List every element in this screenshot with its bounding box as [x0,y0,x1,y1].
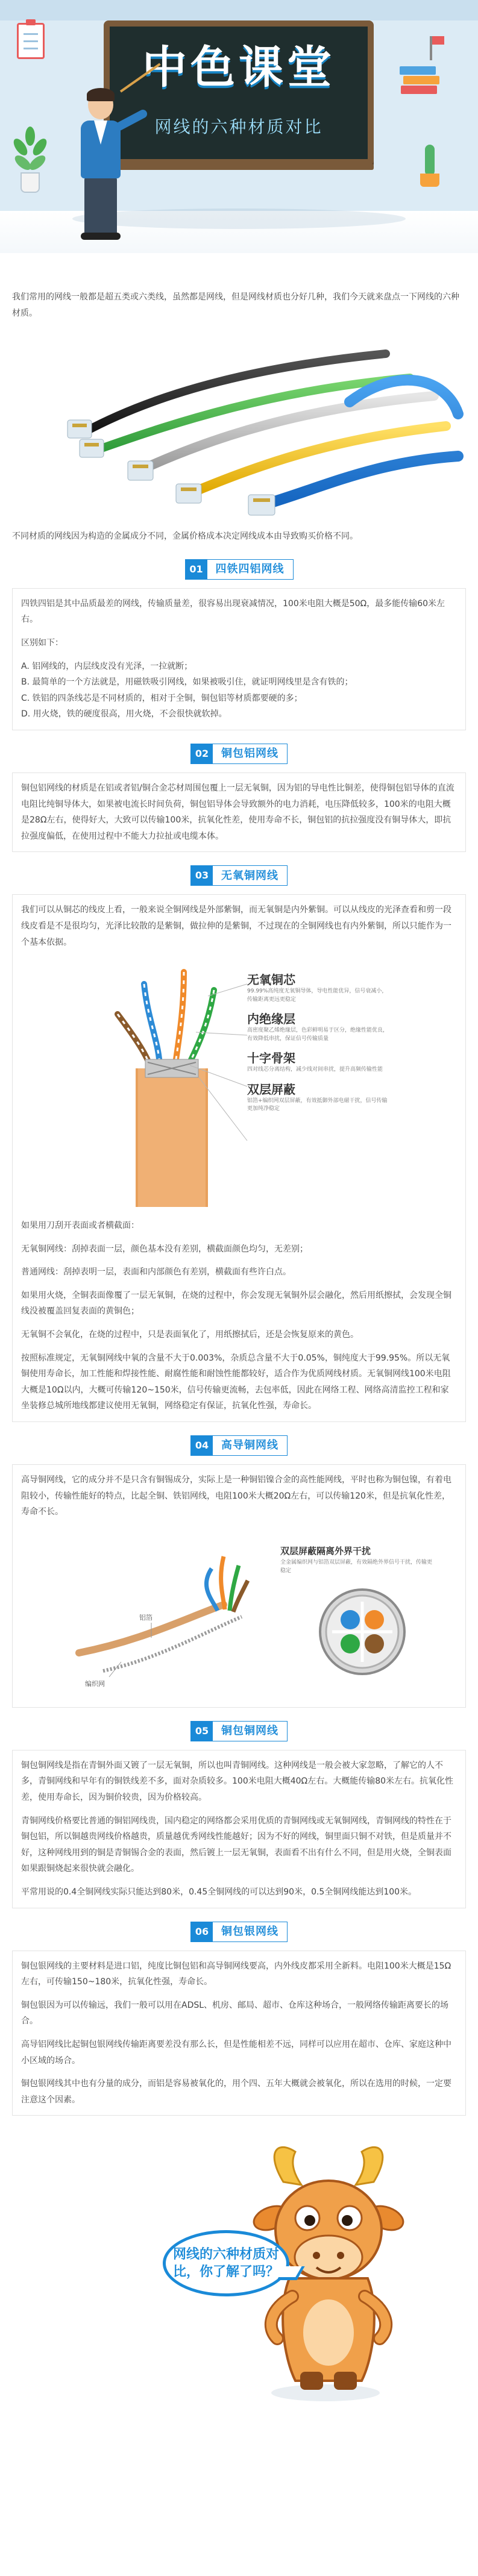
callout-desc: 高密度聚乙烯绝缘层，色彩鲜明易于区分，绝缘性能优良，有效降低串扰，保证信号传输质量 [247,1027,389,1042]
section-number: 01 [186,560,207,579]
section-01-body [12,588,466,730]
section-number: 03 [191,866,213,885]
section-paragraph: 铜包铜网线是指在青铜外面又镀了一层无氧铜，所以也叫青铜网线。这种网线是一般会被大家忽略，了解它的人不多，青铜网线和早年有的铜铁线差不多，面对杂质较多。100米电阻大概40Ω左右。大概能传输80米左右。抗氧化性差，使用寿命长，因为铜价较贵，因为价格较高。 [21,1760,454,1802]
section-badge [190,744,288,764]
shield-diagram [21,1532,457,1689]
section-paragraph: 青铜网线价格要比普通的铜铝网线贵，国内稳定的网络都会采用优质的青铜网线或无氧铜网线，青铜网线的特性在于铜包铝，所以铜越贵网线价格越贵，质量越优秀网线性能越好；因为不好的网线，铜里面只铜不对铁，但是质量并不好，这种网线用到的铜是青铜锡合金的表面，然后镀上一层无氧铜，表面看不出有什么不同，但是用火烧，全铜表面如果跟铜烧起来很快就会融化。 [21,1816,451,1874]
section-paragraph: 无氧铜网线：刮掉表面一层，颜色基本没有差别，横截面颜色均匀，无差别； [21,1244,308,1254]
callout-desc: 铝箔+编织网双层屏蔽，有效抵御外部电磁干扰，信号传输更加纯净稳定 [247,1097,388,1112]
section-title: 四铁四铝网线 [215,563,285,576]
callout-title: 双层屏蔽 [247,1082,295,1097]
shield-callout [280,1543,437,1575]
section-badge [190,1721,288,1741]
section-paragraph: 区别如下： [21,638,63,648]
section-badge [190,1922,288,1942]
section-03-head [12,865,466,886]
closing-speech-bubble [163,2230,289,2296]
section-paragraph: 铜包银因为可以传输远，我们一般可以用在ADSL、机房、邮局、超市、仓库这种场合，一般网络传输距离要长的场合。 [21,2000,449,2026]
callout-double-shield [247,1082,392,1114]
callout-cross-frame [247,1050,392,1074]
clipboard-icon [17,23,45,59]
callout-title: 十字骨架 [247,1051,295,1066]
section-paragraph: 铜包铝网线的材质是在铝或者铝/铜合金芯材周围包覆上一层无氧铜，因为铝的导电性比铜差，使得铜包铝导体的直流电阻比纯铜导体大，如果被电流长时间负荷，铜包铝导体会导致额外的电力消耗，电压降低较多，100米的电阻大概是28Ω左右，使得好大，大致可以传输100米，抗氧化性差，使用寿命不长，铜包铝的抗拉强度没有铜导体大，即抗拉强度偏低，在使用过程中不能大力拉扯或电缆本体。 [21,783,454,841]
network-cables-svg [12,330,466,516]
callout-title: 无氧铜芯 [247,973,295,988]
closing-mascot [12,2128,466,2411]
section-paragraph: 铜包银网线其中也有分量的成分，而铝是容易被氧化的，用个四、五年大概就会被氧化，所以在选用的时候，一定要注意这个因素。 [21,2079,451,2105]
blackboard [104,20,374,165]
section-number: 06 [191,1922,213,1941]
section-05-head [12,1721,466,1741]
section-paragraph: 我们可以从铜芯的线皮上看，一般来说全铜网线是外部紫铜，而无氧铜是内外紫铜。可以从线皮的光泽查看和剪一段线皮看是不是很均匀，光泽比较散的是紫铜，做拉伸的是紫铜，不过现在的全铜网线也有内外紫铜，所以只能作为一个基本依据。 [21,905,451,947]
section-number: 05 [191,1722,213,1741]
closing-bubble-text: 网线的六种材质对比，你了解了吗？ [172,2246,279,2280]
callout-list [247,972,392,1121]
section-paragraph: A. 铝网线的，内层线皮没有光泽，一拉就断； B. 最简单的一个方法就是，用磁铁吸引网线，如果被吸引住，就证明网线里是含有铁的； C. 铁铝的四条线芯是不同材质的，相对于全铜，铜包铝等材质都要硬的多； D. 用火烧，铁的硬度很高，用火烧，不会很快就软掉。 [21,661,353,719]
section-04-body [12,1464,466,1708]
diagram-label-braid: 编织网 [85,1679,105,1688]
callout-copper-core [247,972,392,1004]
section-badge [190,865,288,886]
section-paragraph: 铜包银网线的主要材料是进口铝，纯度比铜包铝和高导铜网线要高，内外线皮都采用全新料。电阻100米大概是15Ω左右，可传输150~180米，抗氧化性强，寿命长。 [21,1961,451,1987]
network-cables-image [12,330,466,516]
section-02-body [12,772,466,852]
section-paragraph: 无氧铜不会氧化，在烧的过程中，只是表面氧化了，用纸擦拭后，还是会恢复原来的黄色。 [21,1330,359,1340]
shield-desc: 全金属编织网与铝箔双层屏蔽，有效隔绝外界信号干扰，传输更稳定 [280,1559,433,1574]
section-title: 高导铜网线 [221,1439,278,1452]
cable-structure-diagram [21,960,457,1207]
section-03-body [12,894,466,1422]
material-note: 不同材质的网线因为构造的金属成分不同，金属价格成本决定网线成本由导致购买价格不同。 [12,531,358,542]
section-paragraph: 普通网线：刮掉表明一层，表面和内部颜色有差别，横截面有些许白点。 [21,1267,291,1277]
section-paragraph: 平常用说的0.4全铜网线实际只能达到80米，0.45全铜网线的可以达到90米，0.5全铜网线能达到100米。 [21,1887,417,1897]
cactus-icon [418,139,442,187]
section-number: 04 [191,1436,213,1455]
article-content [0,253,478,2411]
section-title: 铜包银网线 [221,1925,278,1938]
banner-subtitle: 网线的六种材质对比 [154,117,323,137]
section-06-body [12,1951,466,2116]
callout-title: 内绝缘层 [247,1012,295,1027]
section-04-head [12,1435,466,1456]
shield-title: 双层屏蔽隔离外界干扰 [280,1545,371,1556]
section-02-head [12,744,466,764]
callout-inner-insulation [247,1011,392,1043]
section-paragraph: 高导铜网线，它的成分并不是只含有铜锡成分，实际上是一种铜铝镍合金的高性能网线，平时也称为铜包镍，有着电阻较小，传输性能好的特点，比起全铜、铁铝网线，电阻100米大概20Ω左右，可以传输120米，但是抗氧化性差，寿命不长。 [21,1475,451,1517]
intro-text: 我们常用的网线一般都是超五类或六类线，虽然都是网线，但是网线材质也分好几种，我们今天就来盘点一下网线的六种材质。 [12,292,459,318]
section-paragraph: 高导铝网线比起铜包银网线传输距离要差没有那么长，但是性能相差不远，同样可以应用在超市、仓库、家庭这种中小区域的场合。 [21,2039,451,2066]
section-paragraph: 如果用刀刮开表面或者横截面： [21,1221,139,1231]
section-paragraph: 如果用火烧，全铜表面像覆了一层无氧铜，在烧的过程中，你会发现无氧铜外层会融化，然后用纸擦拭，会发现全铜线没被覆盖回复表面的黄铜色； [21,1290,451,1317]
section-badge [190,1435,288,1456]
plant-icon [12,127,48,193]
banner [0,0,478,253]
section-title: 无氧铜网线 [221,869,278,882]
diagram-label-foil: 铝箔 [139,1613,153,1622]
callout-desc: 四对线芯分离结构，减少线对间串扰，提升高频传输性能 [247,1067,383,1073]
section-05-body [12,1750,466,1908]
wall-stripe [0,0,478,20]
banner-title: 中色课堂 [142,42,335,93]
section-06-head [12,1922,466,1942]
callout-desc: 99.99%高纯度无氧铜导体，导电性能优异，信号衰减小，传输距离更远更稳定 [247,988,388,1003]
section-badge [185,559,294,580]
section-01-head [12,559,466,580]
section-paragraph: 四铁四铝是其中品质最差的网线，传输质量差，很容易出现衰减情况，100米电阻大概是50Ω，最多能传输60米左右。 [21,598,445,625]
books-icon [400,54,454,96]
teacher-illustration [68,90,134,241]
section-title: 铜包铝网线 [221,747,278,760]
section-paragraph: 按照标准规定，无氧铜网线中氧的含量不大于0.003%，杂质总含量不大于0.05%，铜纯度大于99.95%。所以无氧铜使用寿命长，加工性能和焊接性能、耐腐性能和耐蚀性能都较好，适合作为优质网线材质。无氧铜网线100米电阻大概是10Ω以内，大概可传输120~150米，信号传输更流畅，去包率低，因此在网络工程、网络高清监控工程和家坐装修总城所地线都建议使用无氧铜，网络稳定有保证，抗氧化性强，寿命长。 [21,1353,451,1411]
section-number: 02 [191,744,213,763]
section-title: 铜包铜网线 [221,1725,278,1738]
